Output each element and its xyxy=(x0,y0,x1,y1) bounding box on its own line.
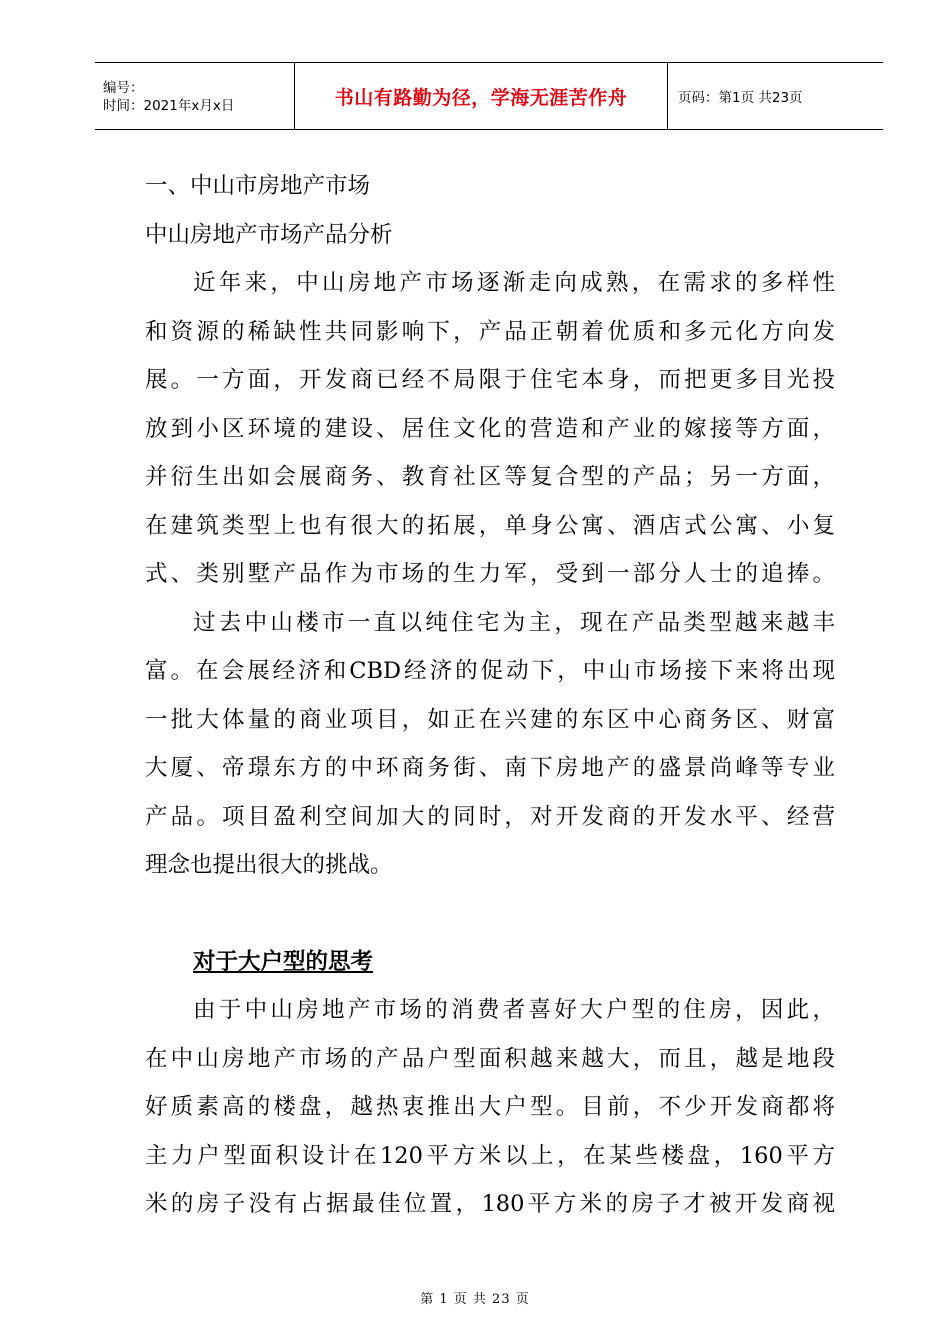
section-heading: 一、中山市房地产市场 xyxy=(145,173,371,199)
paragraph-line: 近年来，中山房地产市场逐渐走向成熟，在需求的多样性 xyxy=(193,270,835,296)
subsection-heading: 中山房地产市场产品分析 xyxy=(145,221,393,248)
paragraph-line: 展。一方面，开发商已经不局限于住宅本身，而把更多目光投 xyxy=(145,367,835,393)
heading-text: 对于大户型的思考 xyxy=(193,948,374,975)
paragraph-line: 富。在会展经济和CBD经济的促动下，中山市场接下来将出现 xyxy=(145,658,835,684)
paragraph-line: 并衍生出如会展商务、教育社区等复合型的产品；另一方面， xyxy=(145,464,835,490)
paragraph-2 xyxy=(145,601,835,892)
header-page-info: 页码：第1页 共23页 xyxy=(678,90,803,106)
paragraph-line: 式、类别墅产品作为市场的生力军，受到一部分人士的追捧。 xyxy=(145,561,835,587)
paragraph-line: 产品。项目盈利空间加大的同时，对开发商的开发水平、经营 xyxy=(145,803,835,830)
underlined-heading xyxy=(145,940,835,989)
paragraph-line: 米的房子没有占据最佳位置，180平方米的房子才被开发商视 xyxy=(145,1191,835,1217)
paragraph-line: 在建筑类型上也有很大的拓展，单身公寓、酒店式公寓、小复 xyxy=(145,512,835,539)
spacer xyxy=(145,892,835,940)
paragraph-1 xyxy=(145,261,835,601)
paragraph-line: 过去中山楼市一直以纯住宅为主，现在产品类型越来越丰 xyxy=(193,609,835,636)
header-motto: 书山有路勤为径，学海无涯苦作舟 xyxy=(295,63,668,129)
page-footer: 第 1 页 共 23 页 xyxy=(420,1292,530,1307)
paragraph-line: 放到小区环境的建设、居住文化的营造和产业的嫁接等方面， xyxy=(145,415,835,442)
document-body xyxy=(145,164,835,1231)
paragraph-line: 和资源的稀缺性共同影响下，产品正朝着优质和多元化方向发 xyxy=(145,318,835,345)
header-meta xyxy=(95,63,295,129)
paragraph-line: 理念也提出很大的挑战。 xyxy=(145,852,393,878)
paragraph-3 xyxy=(145,988,835,1231)
page-header xyxy=(95,62,883,130)
paragraph-line: 大厦、帝璟东方的中环商务街、南下房地产的盛景尚峰等专业 xyxy=(145,755,835,781)
time-label: 时间：2021年x月x日 xyxy=(103,98,235,114)
paragraph-line: 一批大体量的商业项目，如正在兴建的东区中心商务区、财富 xyxy=(145,706,835,733)
paragraph-line: 好质素高的楼盘，越热衷推出大户型。目前，不少开发商都将 xyxy=(145,1094,835,1120)
number-label: 编号： xyxy=(103,80,144,96)
paragraph-line: 主力户型面积设计在120平方米以上，在某些楼盘，160平方 xyxy=(145,1142,835,1169)
paragraph-line: 在中山房地产市场的产品户型面积越来越大，而且，越是地段 xyxy=(145,1045,835,1072)
paragraph-line: 由于中山房地产市场的消费者喜好大户型的住房，因此， xyxy=(193,997,835,1023)
